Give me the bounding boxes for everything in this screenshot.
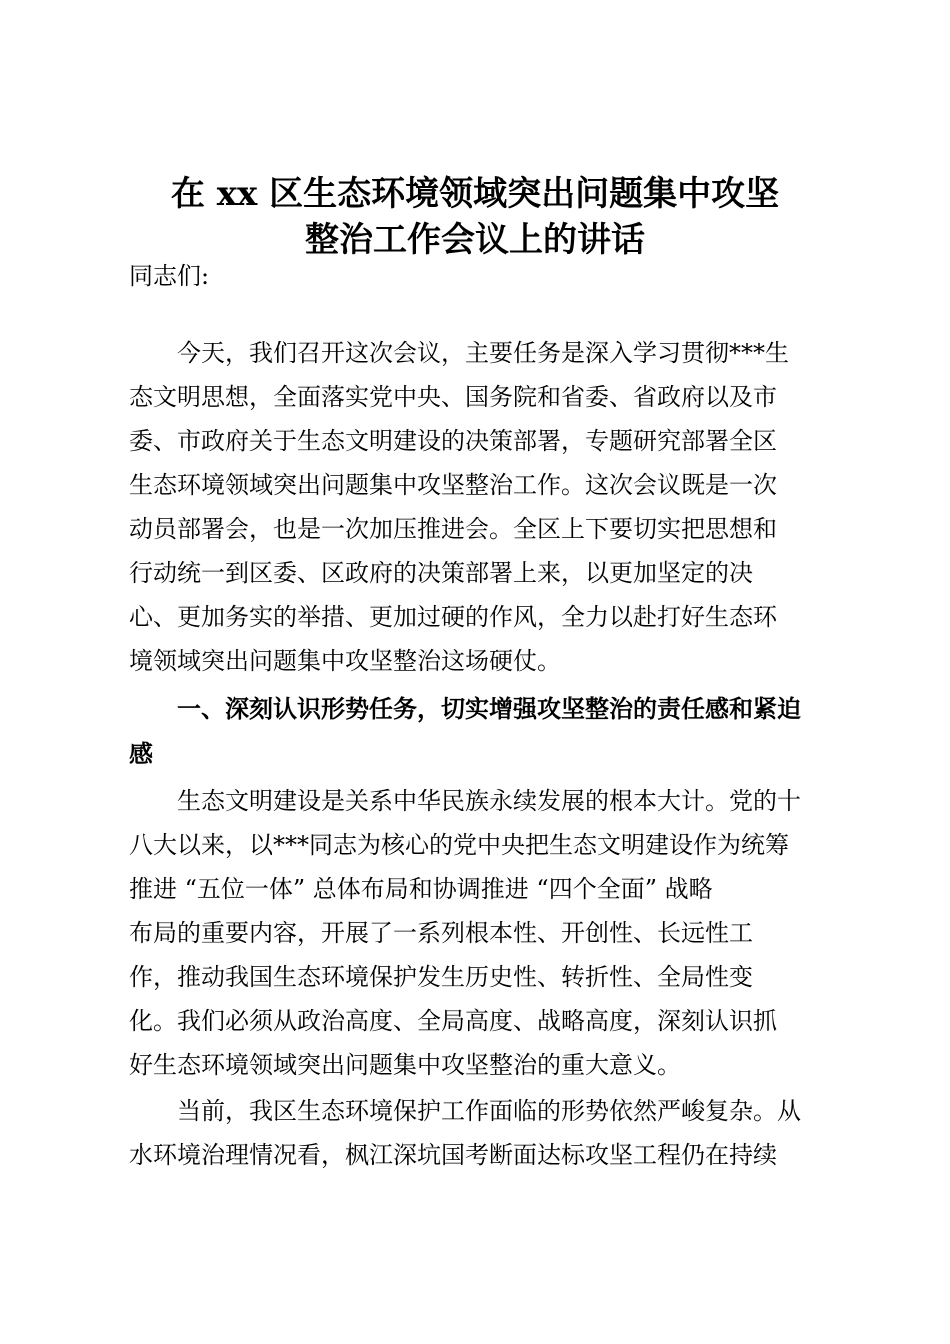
paragraph-line: 委、市政府关于生态文明建设的决策部署，专题研究部署全区 bbox=[129, 427, 777, 455]
document-title-line-2: 整治工作会议上的讲话 bbox=[305, 220, 645, 260]
paragraph-line: 好生态环境领域突出问题集中攻坚整治的重大意义。 bbox=[129, 1051, 681, 1079]
paragraph-line: 生态环境领域突出问题集中攻坚整治工作。这次会议既是一次 bbox=[129, 471, 777, 499]
salutation: 同志们: bbox=[129, 262, 210, 290]
paragraph-line: 水环境治理情况看，枫江深坑国考断面达标攻坚工程仍在持续 bbox=[129, 1141, 777, 1169]
paragraph-line: 生态文明建设是关系中华民族永续发展的根本大计。党的十 bbox=[129, 787, 801, 815]
paragraph-line: 态文明思想，全面落实党中央、国务院和省委、省政府以及市 bbox=[129, 383, 777, 411]
paragraph-line: 布局的重要内容，开展了一系列根本性、开创性、长远性工 bbox=[129, 919, 753, 947]
paragraph-line: 八大以来，以***同志为核心的党中央把生态文明建设作为统筹 bbox=[129, 831, 789, 859]
document-title-line-1: 在 xx 区生态环境领域突出问题集中攻坚 bbox=[170, 174, 780, 214]
paragraph-line: 当前，我区生态环境保护工作面临的形势依然严峻复杂。从 bbox=[129, 1097, 801, 1125]
heading-line: 一、深刻认识形势任务，切实增强攻坚整治的责任感和紧迫 bbox=[129, 694, 801, 723]
paragraph-line: 作，推动我国生态环境保护发生历史性、转折性、全局性变 bbox=[129, 963, 753, 991]
heading-line: 感 bbox=[129, 739, 153, 768]
paragraph-line: 化。我们必须从政治高度、全局高度、战略高度，深刻认识抓 bbox=[129, 1007, 777, 1035]
paragraph-line: 行动统一到区委、区政府的决策部署上来，以更加坚定的决 bbox=[129, 559, 753, 587]
paragraph-line: 今天，我们召开这次会议，主要任务是深入学习贯彻***生 bbox=[129, 339, 789, 367]
paragraph-line: 推进 “五位一体” 总体布局和协调推进 “四个全面” 战略 bbox=[129, 875, 713, 903]
paragraph-line: 心、更加务实的举措、更加过硬的作风，全力以赴打好生态环 bbox=[129, 603, 777, 631]
paragraph-line: 动员部署会，也是一次加压推进会。全区上下要切实把思想和 bbox=[129, 515, 777, 543]
paragraph-line: 境领域突出问题集中攻坚整治这场硬仗。 bbox=[129, 647, 561, 675]
